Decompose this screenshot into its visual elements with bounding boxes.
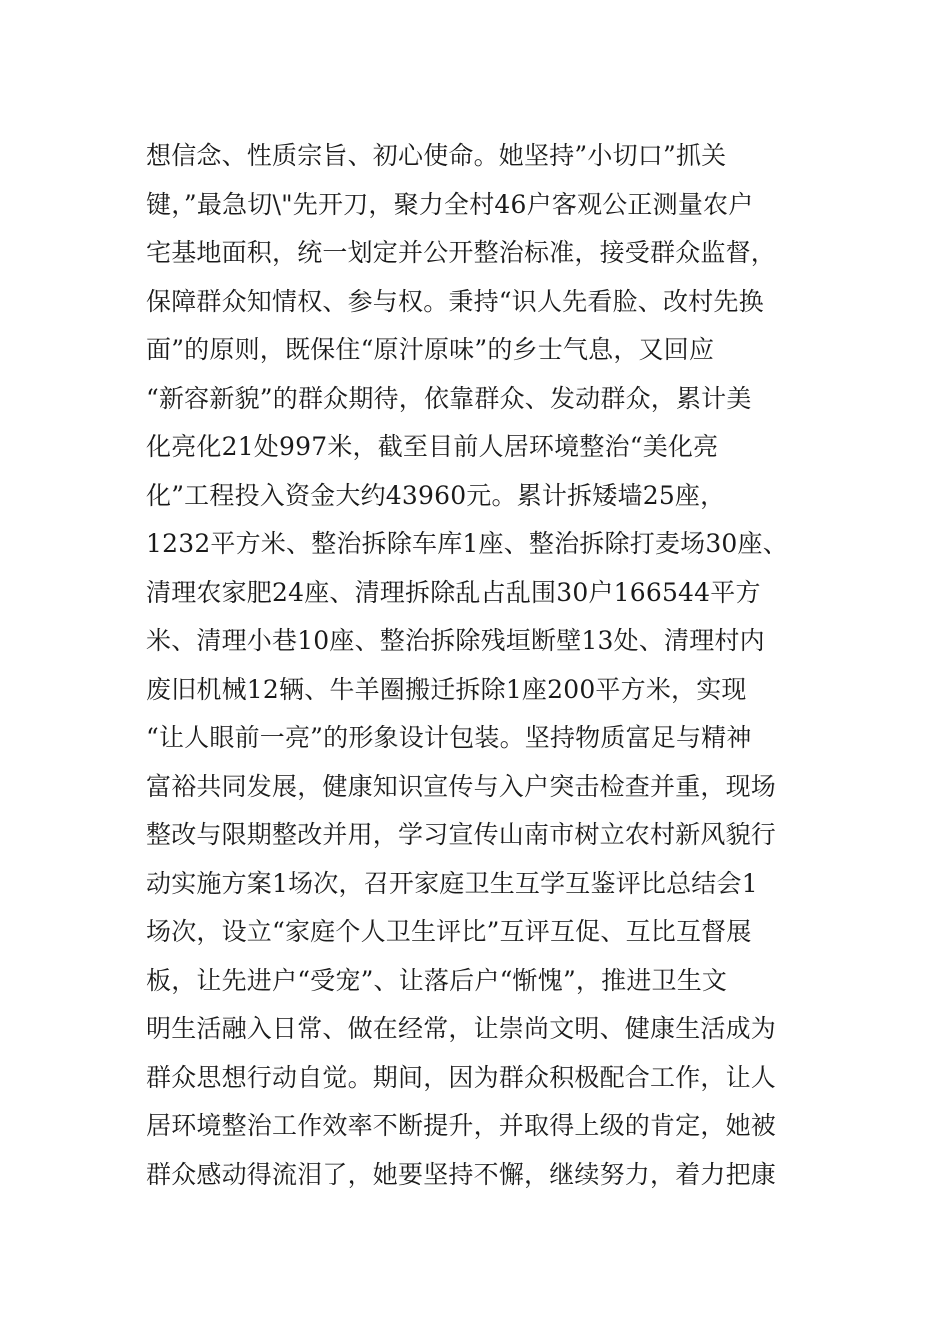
text-line: 场次，设立“家庭个人卫生评比”互评互促、互比互督展 <box>146 917 752 946</box>
text-line: 清理农家肥24座、清理拆除乱占乱围30户166544平方 <box>146 577 761 607</box>
text-line: 居环境整治工作效率不断提升，并取得上级的肯定，她被 <box>146 1111 777 1140</box>
text-line: 化”工程投入资金大约43960元。累计拆矮墙25座， <box>146 480 726 510</box>
text-line: 明生活融入日常、做在经常，让崇尚文明、健康生活成为 <box>146 1014 777 1043</box>
text-line: 整改与限期整改并用，学习宣传山南市树立农村新风貌行 <box>146 820 777 849</box>
text-line: 群众思想行动自觉。期间，因为群众积极配合工作，让人 <box>146 1062 777 1092</box>
text-line: “让人眼前一亮”的形象设计包装。坚持物质富足与精神 <box>146 723 752 752</box>
text-line: 宅基地面积，统一划定并公开整治标准，接受群众监督， <box>146 238 777 267</box>
text-line: 废旧机械12辆、牛羊圈搬迁拆除1座200平方米，实现 <box>146 674 747 704</box>
text-line: 面”的原则，既保住“原汁原味”的乡士气息，又回应 <box>146 335 715 364</box>
text-line: “新容新貌”的群众期待，依靠群众、发动群众，累计美 <box>146 383 752 413</box>
body-text <box>146 132 836 1199</box>
text-line: 动实施方案1场次，召开家庭卫生互学互鉴评比总结会1 <box>146 868 758 898</box>
text-line: 群众感动得流泪了，她要坚持不懈，继续努力，着力把康 <box>146 1159 777 1189</box>
text-line: 板，让先进户“受宠”、让落后户“惭愧”，推进卫生文 <box>146 965 728 995</box>
text-line: 1232平方米、整治拆除车库1座、整治拆除打麦场30座、 <box>146 529 788 558</box>
text-line: 想信念、性质宗旨、初心使命。她坚持”小切口”抓关 <box>146 141 727 170</box>
text-line: 富裕共同发展，健康知识宣传与入户突击检查并重，现场 <box>146 771 777 801</box>
text-line: 米、清理小巷10座、整治拆除残垣断壁13处、清理村内 <box>146 626 765 655</box>
text-line: 化亮化21处997米，截至目前人居环境整治“美化亮 <box>146 432 719 461</box>
text-line: 键，”最急切\"先开刀，聚力全村46户客观公正测量农户 <box>146 189 754 219</box>
text-line: 保障群众知情权、参与权。秉持“识人先看脸、改村先换 <box>146 286 764 316</box>
